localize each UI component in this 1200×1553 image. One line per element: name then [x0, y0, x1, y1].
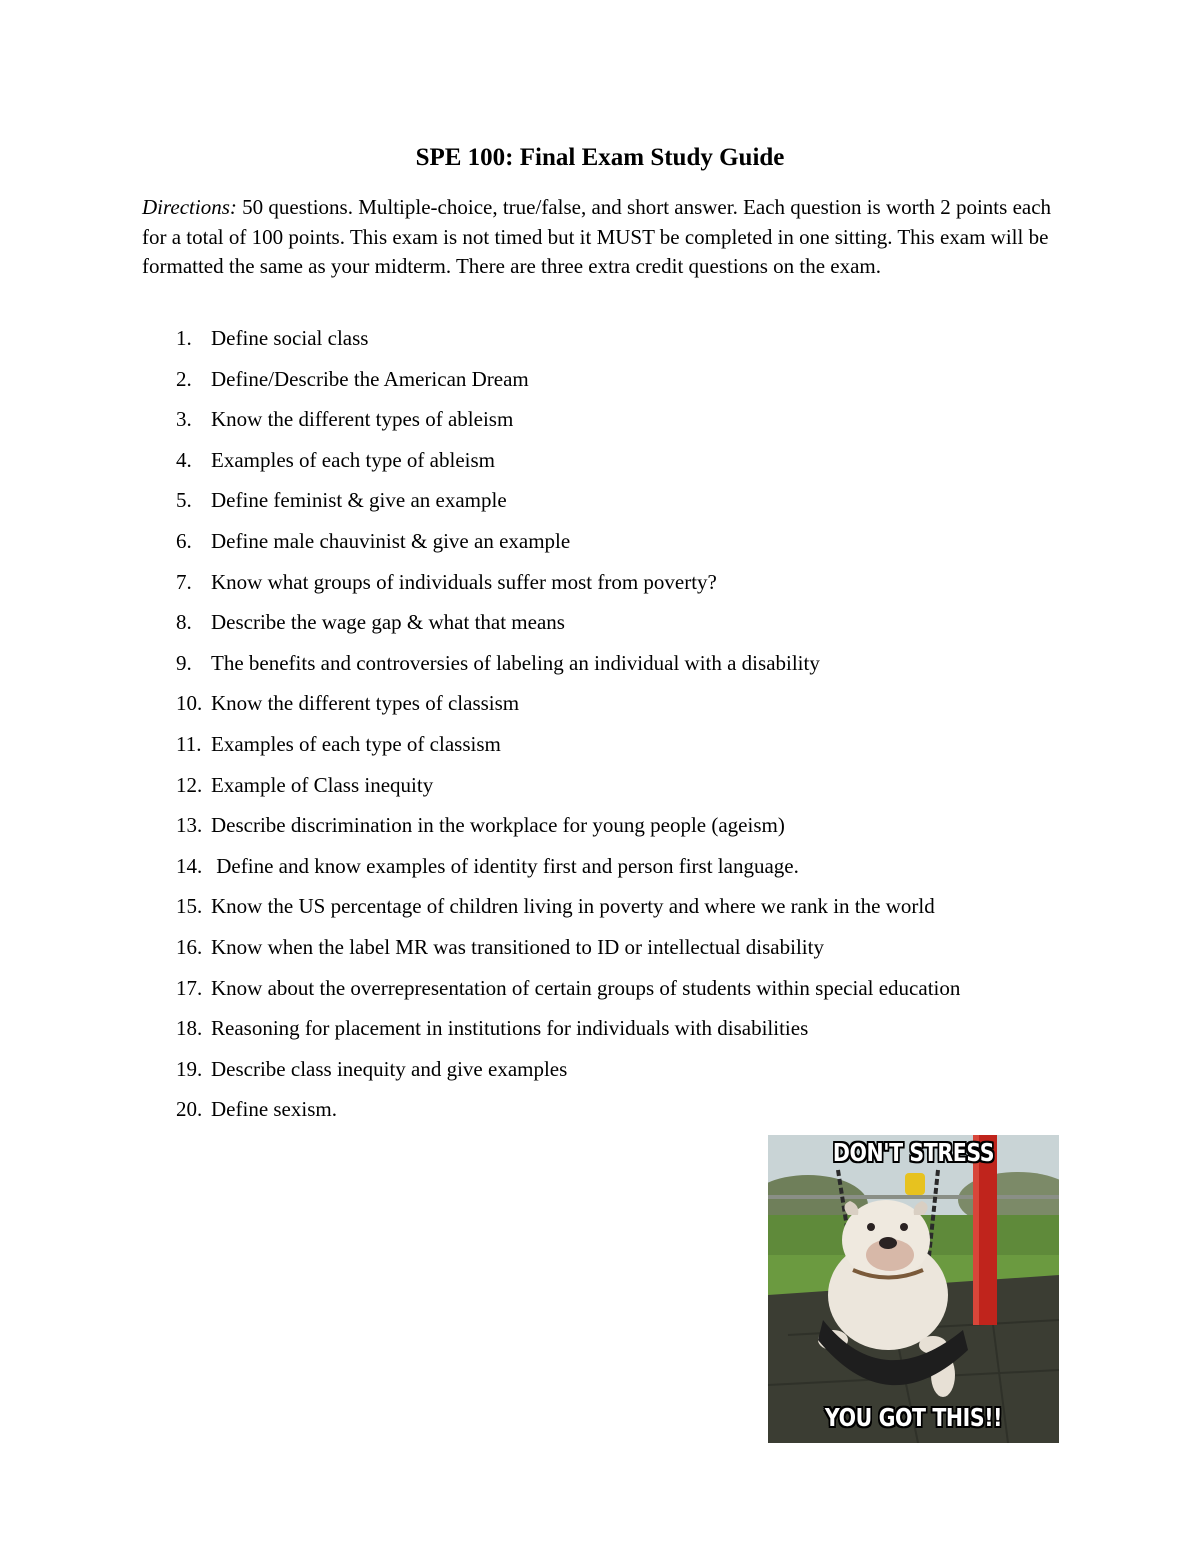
question-item — [176, 647, 960, 688]
question-item — [176, 606, 960, 647]
question-text: Reasoning for placement in institutions for individuals with disabilities — [211, 1016, 809, 1041]
question-number: 6. — [176, 528, 192, 553]
meme-image — [768, 1135, 1059, 1443]
question-text: Know the different types of ableism — [211, 407, 514, 432]
question-item — [176, 687, 960, 728]
question-number: 14. — [176, 853, 203, 878]
question-number: 17. — [176, 975, 203, 1000]
question-number: 4. — [176, 447, 192, 472]
question-number: 19. — [176, 1056, 203, 1081]
question-number: 7. — [176, 569, 192, 594]
question-text: Know what groups of individuals suffer most from poverty? — [211, 569, 717, 594]
question-item — [176, 1053, 960, 1094]
question-text: Examples of each type of ableism — [211, 447, 495, 472]
question-number: 12. — [176, 772, 203, 797]
question-item — [176, 728, 960, 769]
question-item — [176, 809, 960, 850]
question-number: 3. — [176, 407, 192, 432]
directions-label: Directions: — [142, 195, 237, 219]
question-item — [176, 566, 960, 607]
question-text: Know when the label MR was transitioned to ID or intellectual disability — [211, 934, 824, 959]
question-item — [176, 931, 960, 972]
question-text: Define social class — [211, 326, 369, 350]
question-text: Example of Class inequity — [211, 772, 434, 797]
question-item — [176, 769, 960, 810]
question-number: 10. — [176, 691, 203, 716]
question-number: 5. — [176, 488, 192, 513]
question-item — [176, 1012, 960, 1053]
question-item — [176, 890, 960, 931]
meme-top-caption: DON'T STRESS — [832, 1138, 995, 1167]
question-text: Know about the overrepresentation of certain groups of students within special education — [211, 975, 961, 1000]
question-item — [176, 850, 960, 891]
meme-bottom-caption: YOU GOT THIS!! — [824, 1403, 1003, 1432]
question-number: 13. — [176, 813, 203, 838]
question-item — [176, 403, 960, 444]
question-number: 9. — [176, 650, 192, 675]
question-text: Examples of each type of classism — [211, 731, 501, 756]
bulldog-swing-picture — [768, 1135, 1059, 1443]
question-text: Describe discrimination in the workplace for young people (ageism) — [211, 813, 785, 838]
question-list — [176, 322, 960, 1134]
directions-text: 50 questions. Multiple-choice, true/false, and short answer. Each question is worth 2 points each for a total of 100 points. This exam is not timed but it MUST be completed in one sitting. This exam will be formatted the same as your midterm. There are three extra credit questions on the exam. — [142, 195, 1052, 278]
question-item — [176, 484, 960, 525]
page-title: SPE 100: Final Exam Study Guide — [415, 144, 785, 171]
question-number: 15. — [176, 894, 203, 919]
question-number: 20. — [176, 1097, 203, 1122]
question-text: Describe class inequity and give examples — [211, 1056, 568, 1081]
question-item — [176, 363, 960, 404]
question-text: Define feminist & give an example — [211, 488, 507, 513]
question-item — [176, 972, 960, 1013]
question-number: 11. — [176, 731, 202, 756]
question-item — [176, 525, 960, 566]
question-item — [176, 1093, 960, 1134]
question-text: Define and know examples of identity first and person first language. — [211, 853, 799, 878]
question-item — [176, 444, 960, 485]
question-number: 16. — [176, 934, 203, 959]
question-text: Define/Describe the American Dream — [211, 366, 529, 391]
question-text: Describe the wage gap & what that means — [211, 610, 565, 635]
question-text: Define male chauvinist & give an example — [211, 528, 571, 553]
question-number: 8. — [176, 610, 192, 635]
question-text: Know the different types of classism — [211, 691, 520, 716]
question-text: The benefits and controversies of labeling an individual with a disability — [211, 650, 820, 675]
question-item — [176, 322, 960, 363]
question-text: Know the US percentage of children living in poverty and where we rank in the world — [211, 894, 935, 919]
directions-paragraph — [142, 193, 1062, 282]
question-number: 2. — [176, 366, 192, 391]
question-number: 18. — [176, 1016, 203, 1041]
question-number: 1. — [176, 326, 192, 350]
question-text: Define sexism. — [211, 1097, 337, 1122]
